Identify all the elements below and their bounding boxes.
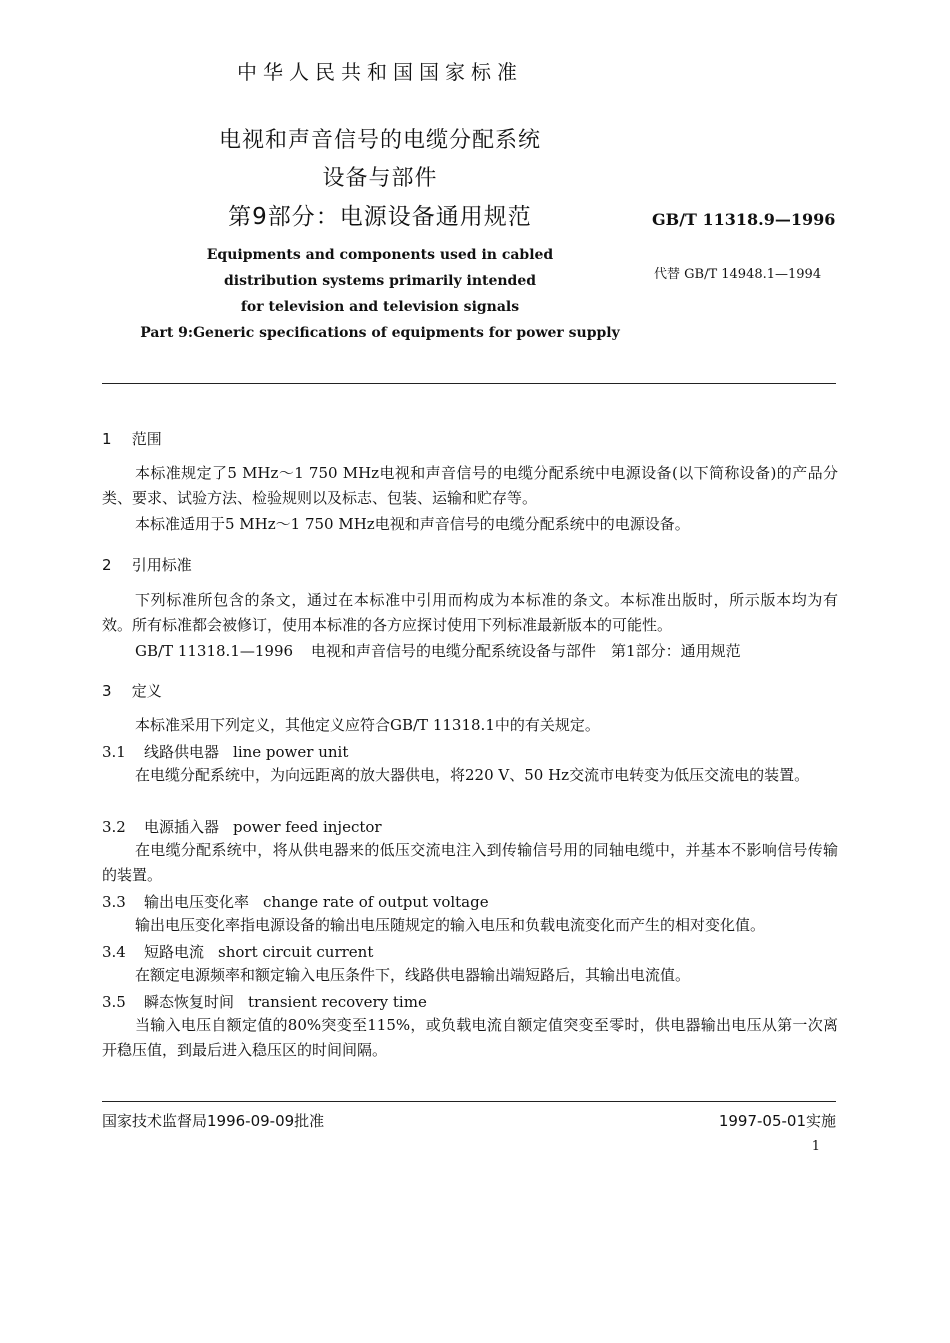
- paragraph: 下列标准所包含的条文，通过在本标准中引用而构成为本标准的条文。本标准出版时，所示版本均为有效。所有标准都会被修订，使用本标准的各方应探讨使用下列标准最新版本的可能性。: [102, 591, 838, 634]
- section-heading-1: [102, 428, 162, 449]
- term-en: transient recovery time: [248, 993, 427, 1011]
- definition-text: 在额定电源频率和额定输入电压条件下，线路供电器输出端短路后，其输出电流值。: [135, 966, 691, 984]
- term-en: change rate of output voltage: [263, 893, 489, 911]
- definition-term: [102, 816, 382, 837]
- section-number: 1: [102, 430, 112, 448]
- definition-number: 3.3: [102, 893, 126, 911]
- approval-date: 国家技术监督局1996-09-09批准: [102, 1112, 325, 1130]
- national-standard-label: 中华人民共和国国家标准: [237, 60, 523, 84]
- english-title-line-1: Equipments and components used in cabled: [206, 247, 554, 263]
- page-number: 1: [811, 1139, 820, 1154]
- referenced-standard: [135, 640, 741, 661]
- footer-divider: [102, 1101, 836, 1102]
- paragraph: 本标准采用下列定义，其他定义应符合GB/T 11318.1中的有关规定。: [135, 716, 600, 734]
- definition-term: [102, 741, 348, 762]
- section-number: 2: [102, 556, 112, 574]
- definition-text: 在电缆分配系统中，为向远距离的放大器供电，将220 V、50 Hz交流市电转变为低压交流电的装置。: [135, 766, 810, 784]
- definition-number: 3.2: [102, 818, 126, 836]
- section-number: 3: [102, 682, 112, 700]
- title-line-3: 第9部分：电源设备通用规范: [228, 204, 532, 230]
- term-en: short circuit current: [218, 943, 374, 961]
- term-cn: 输出电压变化率: [144, 893, 250, 911]
- definition-number: 3.1: [102, 743, 126, 761]
- ref-title: 电视和声音信号的电缆分配系统设备与部件 第1部分：通用规范: [311, 642, 741, 660]
- replaces-standard: 代替 GB/T 14948.1—1994: [654, 267, 822, 282]
- definition-term: [102, 891, 489, 912]
- definition-text: 在电缆分配系统中，将从供电器来的低压交流电注入到传输信号用的同轴电缆中，并基本不影响信号传输的装置。: [102, 841, 838, 884]
- definition-text: 输出电压变化率指电源设备的输出电压随规定的输入电压和负载电流变化而产生的相对变化值。: [135, 916, 766, 934]
- definition-number: 3.5: [102, 993, 126, 1011]
- section-title: 引用标准: [131, 556, 192, 574]
- term-cn: 短路电流: [144, 943, 205, 961]
- english-title-line-4: Part 9:Generic specifications of equipments for power supply: [140, 325, 620, 341]
- effective-date: 1997-05-01实施: [718, 1112, 836, 1130]
- standard-number: GB/T 11318.9—1996: [652, 210, 836, 229]
- section-title: 定义: [131, 682, 162, 700]
- term-cn: 线路供电器: [144, 743, 220, 761]
- paragraph: 本标准适用于5 MHz～1 750 MHz电视和声音信号的电缆分配系统中的电源设备。: [135, 515, 690, 533]
- definition-text: 当输入电压自额定值的80%突变至115%，或负载电流自额定值突变至零时，供电器输出电压从第一次离开稳压值，到最后进入稳压区的时间间隔。: [102, 1016, 838, 1059]
- english-title-line-3: for television and television signals: [240, 299, 520, 315]
- ref-code: GB/T 11318.1—1996: [135, 642, 294, 660]
- term-cn: 电源插入器: [144, 818, 220, 836]
- term-en: line power unit: [233, 743, 349, 761]
- paragraph: 本标准规定了5 MHz～1 750 MHz电视和声音信号的电缆分配系统中电源设备(以下简称设备)的产品分类、要求、试验方法、检验规则以及标志、包装、运输和贮存等。: [102, 464, 838, 507]
- term-en: power feed injector: [233, 818, 382, 836]
- section-heading-2: [102, 554, 192, 575]
- section-heading-3: [102, 680, 162, 701]
- definition-term: [102, 991, 427, 1012]
- definition-term: [102, 941, 373, 962]
- title-line-2: 设备与部件: [322, 166, 438, 191]
- definition-number: 3.4: [102, 943, 126, 961]
- term-cn: 瞬态恢复时间: [144, 993, 235, 1011]
- header-divider: [102, 383, 836, 384]
- english-title-line-2: distribution systems primarily intended: [223, 273, 537, 289]
- title-line-1: 电视和声音信号的电缆分配系统: [218, 128, 541, 153]
- section-title: 范围: [131, 430, 162, 448]
